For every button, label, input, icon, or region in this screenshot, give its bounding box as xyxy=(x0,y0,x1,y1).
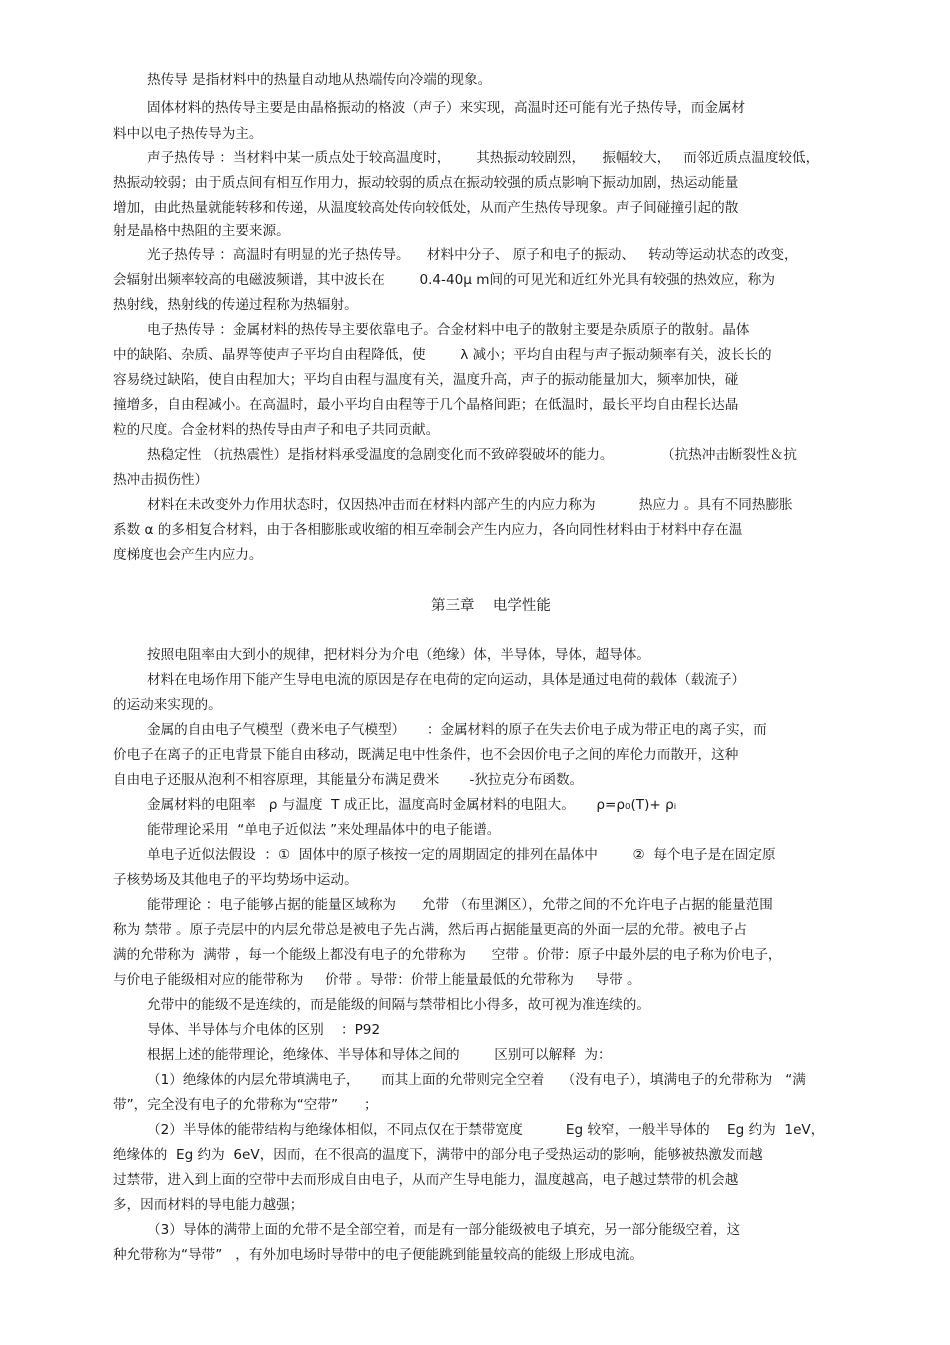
paragraph-classification: 按照电阻率由大到小的规律，把材料分为介电（绝缘）体，半导体，导体，超导体。 xyxy=(147,647,650,663)
text-line: 射是晶格中热阻的主要来源。 xyxy=(113,223,290,239)
text-line: 粒的尺度。合金材料的热传导由声子和电子共同贡献。 xyxy=(113,422,440,438)
chapter-title: 第三章 电学性能 xyxy=(431,598,551,614)
text-line: 称为 禁带 。原子壳层中的内层允带总是被电子先占满，然后再占据能量更高的外面一层的允带。被电子占 xyxy=(113,922,747,938)
text-line: 热振动较弱；由于质点间有相互作用力，振动较弱的质点在振动较强的质点影响下振动加剧，热运动能量 xyxy=(113,175,739,191)
paragraph-electron-conduction: 电子热传导 ：金属材料的热传导主要依靠电子。合金材料中电子的散射主要是杂质原子的散射。晶体 xyxy=(147,322,750,338)
paragraph-quasi-continuous: 允带中的能级不是连续的，而是能级的间隔与禁带相比小得多，故可视为准连续的。 xyxy=(147,997,650,1013)
text-line: 热射线，热射线的传递过程称为热辐射。 xyxy=(113,297,358,313)
paragraph-single-electron: 单电子近似法假设 ：① 固体中的原子核按一定的周期固定的排列在晶体中 ② 每个电子是在固定原 xyxy=(147,847,776,863)
text-line: 撞增多，自由程减小。在高温时，最小平均自由程等于几个晶格间距；在低温时，最长平均自由程长达晶 xyxy=(113,397,739,413)
list-item-conductor: （3）导体的满带上面的允带不是全部空着，而是有一部分能级被电子填充，另一部分能级空着，这 xyxy=(147,1222,741,1238)
text-line: 价电子在离子的正电背景下能自由移动，既满足电中性条件，也不会因价电子之间的库伦力而散开，这种 xyxy=(113,747,739,763)
paragraph-heat-conduction: 热传导 是指材料中的热量自动地从热端传向冷端的现象。 xyxy=(147,72,492,88)
text-line: 与价电子能级相对应的能带称为 价带 。导带：价带上能量最低的允带称为 导带 。 xyxy=(113,972,641,988)
text-line: 容易绕过缺陷，使自由程加大；平均自由程与温度有关，温度升高，声子的振动能量加大，频率加快，碰 xyxy=(113,372,739,388)
text-line: 热冲击损伤性） xyxy=(113,472,209,488)
paragraph-conduction-cause: 材料在电场作用下能产生导电电流的原因是存在电荷的定向运动，具体是通过电荷的载体（载流子） xyxy=(147,672,746,688)
list-item-semiconductor: （2）半导体的能带结构与绝缘体相似，不同点仅在于禁带宽度 Eg 较窄，一般半导体的 Eg 约为 1eV， xyxy=(147,1122,825,1138)
text-line: 绝缘体的 Eg 约为 6eV，因而，在不很高的温度下，满带中的部分电子受热运动的影响，能够被热激发而越 xyxy=(113,1147,763,1163)
text-line: 自由电子还服从泡利不相容原理，其能量分布满足费米 -狄拉克分布函数。 xyxy=(113,772,584,788)
paragraph-free-electron-model: 金属的自由电子气模型（费米电子气模型） ：金属材料的原子在失去价电子成为带正电的离子实，而 xyxy=(147,722,767,738)
paragraph-difference-ref: 导体、半导体与介电体的区别 ：P92 xyxy=(147,1022,381,1038)
text-line: 固体材料的热传导主要是由晶格振动的格波（声子）来实现，高温时还可能有光子热传导，而金属材 xyxy=(147,100,746,116)
text-line: 的运动来实现的。 xyxy=(113,697,222,713)
text-line: 种允带称为“导带” ，有外加电场时导带中的电子便能跳到能量较高的能级上形成电流。 xyxy=(113,1247,644,1263)
text-line: 度梯度也会产生内应力。 xyxy=(113,547,263,563)
text-line: 中的缺陷、杂质、晶界等使声子平均自由程降低，使 λ 减小；平均自由程与声子振动频率有关，波长长的 xyxy=(113,347,772,363)
text-line: 过禁带，进入到上面的空带中去而形成自由电子，从而产生导电能力，温度越高，电子越过禁带的机会越 xyxy=(113,1172,739,1188)
paragraph-explanation: 根据上述的能带理论，绝缘体、半导体和导体之间的 区别可以解释 为： xyxy=(147,1047,612,1063)
text-line: 多，因而材料的导电能力越强； xyxy=(113,1197,304,1213)
paragraph-photon-conduction: 光子热传导 ：高温时有明显的光子热传导。 材料中分子、 原子和电子的振动、 转动等运动状态的改变， xyxy=(147,247,798,263)
text-line: 子核势场及其他电子的平均势场中运动。 xyxy=(113,872,358,888)
paragraph-thermal-stress: 材料在未改变外力作用状态时，仅因热冲击而在材料内部产生的内应力称为 热应力 。具有不同热膨胀 xyxy=(147,497,793,513)
paragraph-band-theory-method: 能带理论采用 “单电子近似法 ”来处理晶体中的电子能谱。 xyxy=(147,822,501,838)
text-line: 满的允带称为 满带 ，每一个能级上都没有电子的允带称为 空带 。价带：原子中最外层的电子称为价电子， xyxy=(113,947,782,963)
text-line: 带”，完全没有电子的允带称为“空带” ； xyxy=(113,1097,378,1113)
paragraph-resistivity: 金属材料的电阻率 ρ 与温度 T 成正比，温度高时金属材料的电阻大。 ρ=ρ₀(T)+ ρᵢ xyxy=(147,797,677,813)
text-line: 系数 α 的多相复合材料，由于各相膨胀或收缩的相互牵制会产生内应力，各向同性材料由于材料中存在温 xyxy=(113,522,743,538)
text-line: 会辐射出频率较高的电磁波频谱，其中波长在 0.4-40μ m间的可见光和近红外光具有较强的热效应，称为 xyxy=(113,272,775,288)
paragraph-thermal-stability: 热稳定性 （抗热震性）是指材料承受温度的急剧变化而不致碎裂破坏的能力。 （抗热冲击断裂性＆抗 xyxy=(147,447,797,463)
paragraph-phonon-conduction: 声子热传导 ：当材料中某一质点处于较高温度时， 其热振动较剧烈， 振幅较大， 而邻近质点温度较低， xyxy=(147,150,820,166)
paragraph-band-theory: 能带理论 ：电子能够占据的能量区域称为 允带 （布里渊区），允带之间的不允许电子占据的能量范围 xyxy=(147,897,773,913)
text-line: 料中以电子热传导为主。 xyxy=(113,126,263,142)
list-item-insulator: （1）绝缘体的内层允带填满电子， 而其上面的允带则完全空着 （没有电子），填满电子的允带称为 “满 xyxy=(147,1072,806,1088)
text-line: 增加，由此热量就能转移和传递，从温度较高处传向较低处，从而产生热传导现象。声子间碰撞引起的散 xyxy=(113,200,739,216)
